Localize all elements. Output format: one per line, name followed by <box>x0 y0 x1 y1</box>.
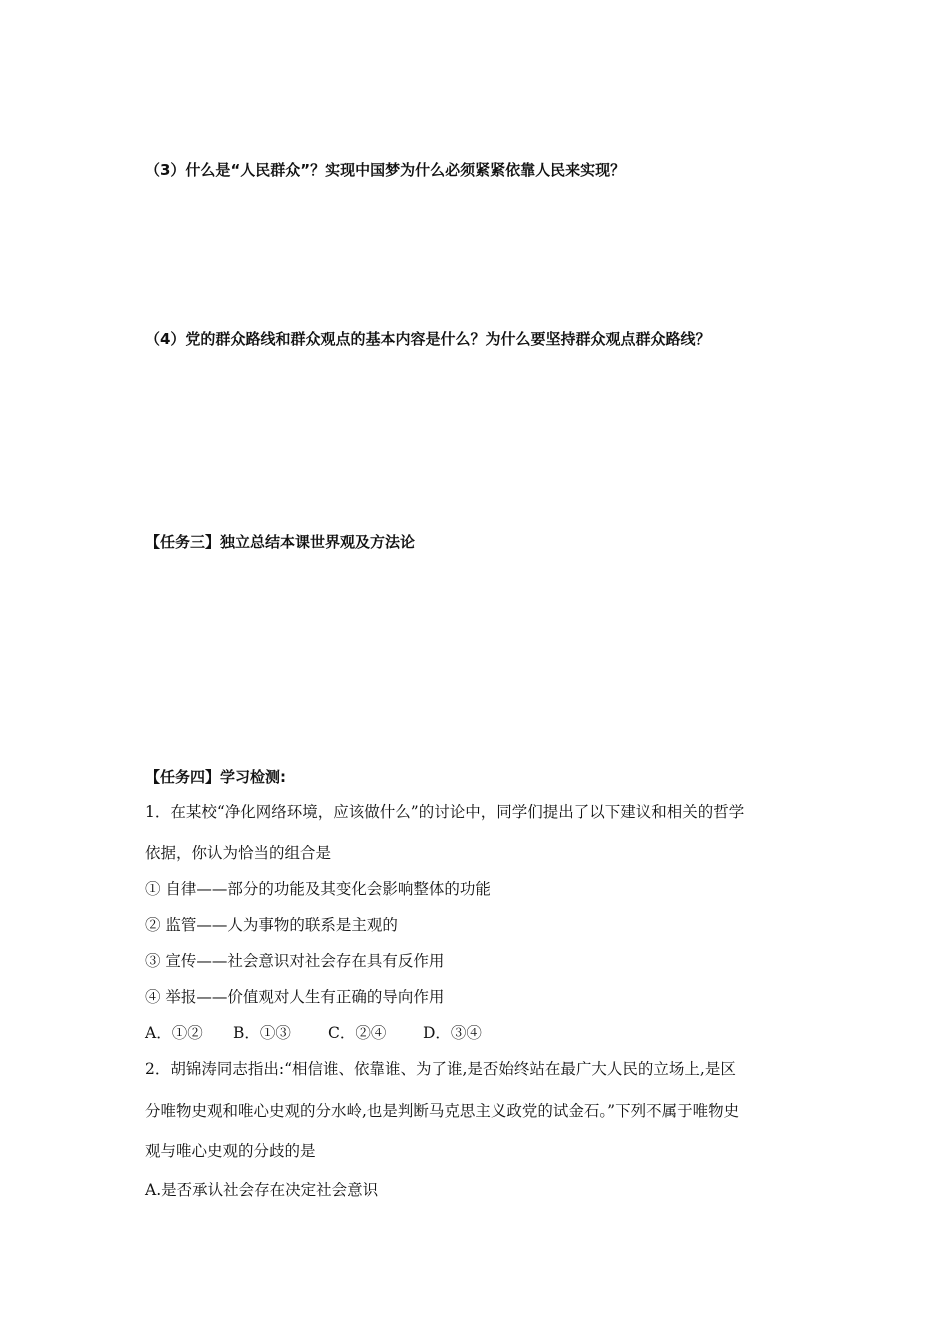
item1-statement-3: ③ 宣传——社会意识对社会存在具有反作用 <box>145 952 445 970</box>
item1-statement-4: ④ 举报——价值观对人生有正确的导向作用 <box>145 988 445 1006</box>
item2-option-a: A.是否承认社会存在决定社会意识 <box>145 1181 379 1199</box>
question-4: （4）党的群众路线和群众观点的基本内容是什么？为什么要坚持群众观点群众路线？ <box>145 330 711 348</box>
item1-stem-line2: 依据，你认为恰当的组合是 <box>145 844 332 862</box>
task3-heading: 【任务三】独立总结本课世界观及方法论 <box>145 533 416 551</box>
item1-statement-1: ① 自律——部分的功能及其变化会影响整体的功能 <box>145 880 491 898</box>
item1-option-c: C．②④ <box>328 1024 387 1042</box>
item1-stem-line1: 1．在某校“净化网络环境，应该做什么”的讨论中，同学们提出了以下建议和相关的哲学 <box>145 803 745 821</box>
question-3: （3）什么是“人民群众”？实现中国梦为什么必须紧紧依靠人民来实现？ <box>145 161 626 179</box>
item1-option-d: D．③④ <box>423 1024 482 1042</box>
item2-stem-line2: 分唯物史观和唯心史观的分水岭,也是判断马克思主义政党的试金石。”下列不属于唯物史 <box>145 1102 740 1120</box>
item1-option-a: A．①② <box>145 1024 203 1042</box>
item1-option-b: B．①③ <box>233 1024 291 1042</box>
item2-stem-line1: 2．胡锦涛同志指出:“相信谁、依靠谁、为了谁,是否始终站在最广大人民的立场上,是区 <box>145 1060 736 1078</box>
item1-statement-2: ② 监管——人为事物的联系是主观的 <box>145 916 398 934</box>
item1-options <box>145 1023 825 1043</box>
task4-heading: 【任务四】学习检测: <box>145 768 286 786</box>
item2-stem-line3: 观与唯心史观的分歧的是 <box>145 1142 316 1160</box>
